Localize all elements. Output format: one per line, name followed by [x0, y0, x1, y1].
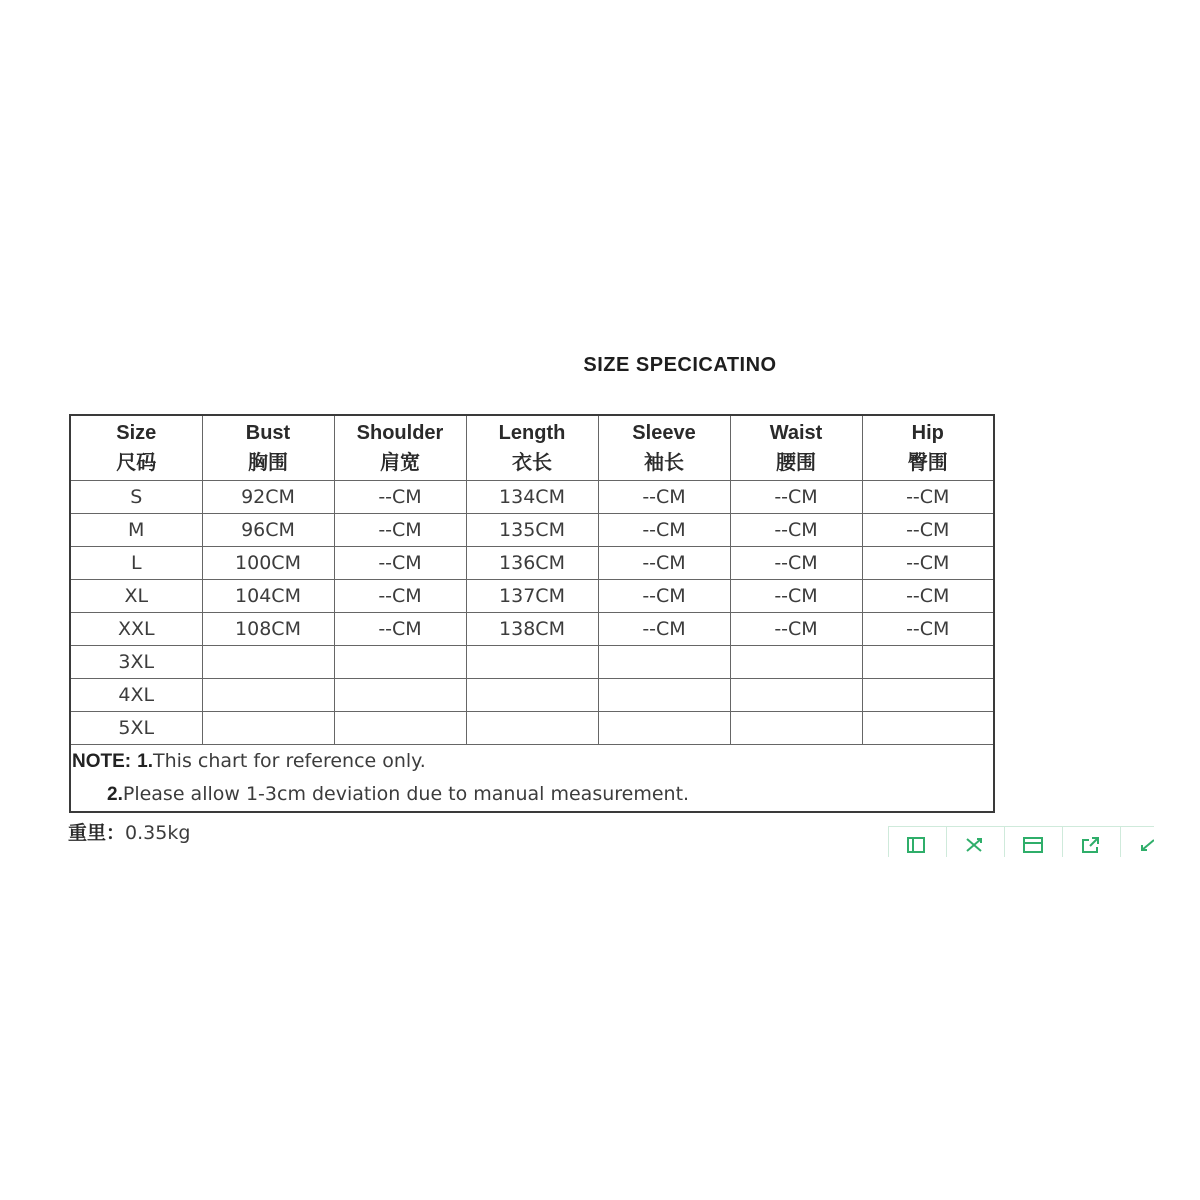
hip-cell: --CM	[862, 481, 994, 514]
image-toolbar	[888, 826, 1154, 857]
cross-arrows-icon	[963, 835, 987, 853]
bust-cell: 104CM	[202, 580, 334, 613]
table-row	[70, 679, 994, 712]
hip-cell	[862, 646, 994, 679]
length-cell: 135CM	[466, 514, 598, 547]
shoulder-cell	[334, 646, 466, 679]
sleeve-cell	[598, 679, 730, 712]
square-frame-button[interactable]	[888, 827, 947, 857]
size-cell: M	[70, 514, 202, 547]
sleeve-cell: --CM	[598, 514, 730, 547]
table-row	[70, 481, 994, 514]
share-button[interactable]	[1062, 827, 1121, 857]
hip-cell	[862, 712, 994, 745]
length-cell: 137CM	[466, 580, 598, 613]
header-waist: Waist 腰围	[730, 415, 862, 481]
waist-cell	[730, 712, 862, 745]
sleeve-cell: --CM	[598, 547, 730, 580]
waist-cell: --CM	[730, 514, 862, 547]
bust-cell	[202, 646, 334, 679]
window-icon	[1021, 835, 1045, 853]
size-cell: 3XL	[70, 646, 202, 679]
table-row	[70, 580, 994, 613]
size-cell: S	[70, 481, 202, 514]
length-cell	[466, 679, 598, 712]
header-hip: Hip 臀围	[862, 415, 994, 481]
shoulder-cell: --CM	[334, 580, 466, 613]
table-row	[70, 712, 994, 745]
waist-cell	[730, 679, 862, 712]
shoulder-cell: --CM	[334, 514, 466, 547]
length-cell: 134CM	[466, 481, 598, 514]
bust-cell	[202, 712, 334, 745]
weight-info	[68, 818, 190, 845]
hip-cell	[862, 679, 994, 712]
waist-cell: --CM	[730, 580, 862, 613]
cross-arrows-button[interactable]	[946, 827, 1005, 857]
bust-cell: 92CM	[202, 481, 334, 514]
hip-cell: --CM	[862, 580, 994, 613]
length-cell	[466, 646, 598, 679]
note-cell	[70, 745, 994, 813]
note-row	[70, 745, 994, 813]
length-cell	[466, 712, 598, 745]
expand-icon	[1137, 835, 1154, 853]
sleeve-cell: --CM	[598, 580, 730, 613]
waist-cell: --CM	[730, 547, 862, 580]
sleeve-cell: --CM	[598, 481, 730, 514]
table-row	[70, 613, 994, 646]
waist-cell: --CM	[730, 481, 862, 514]
shoulder-cell	[334, 712, 466, 745]
size-cell: 5XL	[70, 712, 202, 745]
table-row	[70, 547, 994, 580]
header-length: Length 衣长	[466, 415, 598, 481]
note-line-2: 2.Please allow 1-3cm deviation due to manual measurement.	[107, 783, 690, 805]
hip-cell: --CM	[862, 613, 994, 646]
waist-cell: --CM	[730, 613, 862, 646]
size-cell: L	[70, 547, 202, 580]
bust-cell: 108CM	[202, 613, 334, 646]
hip-cell: --CM	[862, 514, 994, 547]
bust-cell	[202, 679, 334, 712]
waist-cell	[730, 646, 862, 679]
length-cell: 138CM	[466, 613, 598, 646]
header-bust: Bust 胸围	[202, 415, 334, 481]
size-cell: XL	[70, 580, 202, 613]
window-button[interactable]	[1004, 827, 1063, 857]
share-arrow-icon	[1079, 835, 1103, 853]
bust-cell: 96CM	[202, 514, 334, 547]
sleeve-cell	[598, 646, 730, 679]
table-row	[70, 646, 994, 679]
expand-button[interactable]	[1120, 827, 1154, 857]
shoulder-cell: --CM	[334, 547, 466, 580]
note-line-1: NOTE: 1.This chart for reference only.	[72, 750, 426, 772]
table-row	[70, 514, 994, 547]
shoulder-cell: --CM	[334, 481, 466, 514]
size-cell: XXL	[70, 613, 202, 646]
size-table	[69, 414, 995, 813]
header-row	[70, 415, 994, 481]
sleeve-cell	[598, 712, 730, 745]
weight-value: 0.35kg	[125, 822, 191, 844]
weight-label: 重里：	[68, 822, 126, 844]
header-shoulder: Shoulder 肩宽	[334, 415, 466, 481]
bust-cell: 100CM	[202, 547, 334, 580]
square-frame-icon	[905, 835, 929, 853]
header-size: Size 尺码	[70, 415, 202, 481]
header-sleeve: Sleeve 袖长	[598, 415, 730, 481]
size-cell: 4XL	[70, 679, 202, 712]
chart-title: SIZE SPECICATINO	[583, 354, 777, 376]
hip-cell: --CM	[862, 547, 994, 580]
sleeve-cell: --CM	[598, 613, 730, 646]
shoulder-cell: --CM	[334, 613, 466, 646]
shoulder-cell	[334, 679, 466, 712]
length-cell: 136CM	[466, 547, 598, 580]
